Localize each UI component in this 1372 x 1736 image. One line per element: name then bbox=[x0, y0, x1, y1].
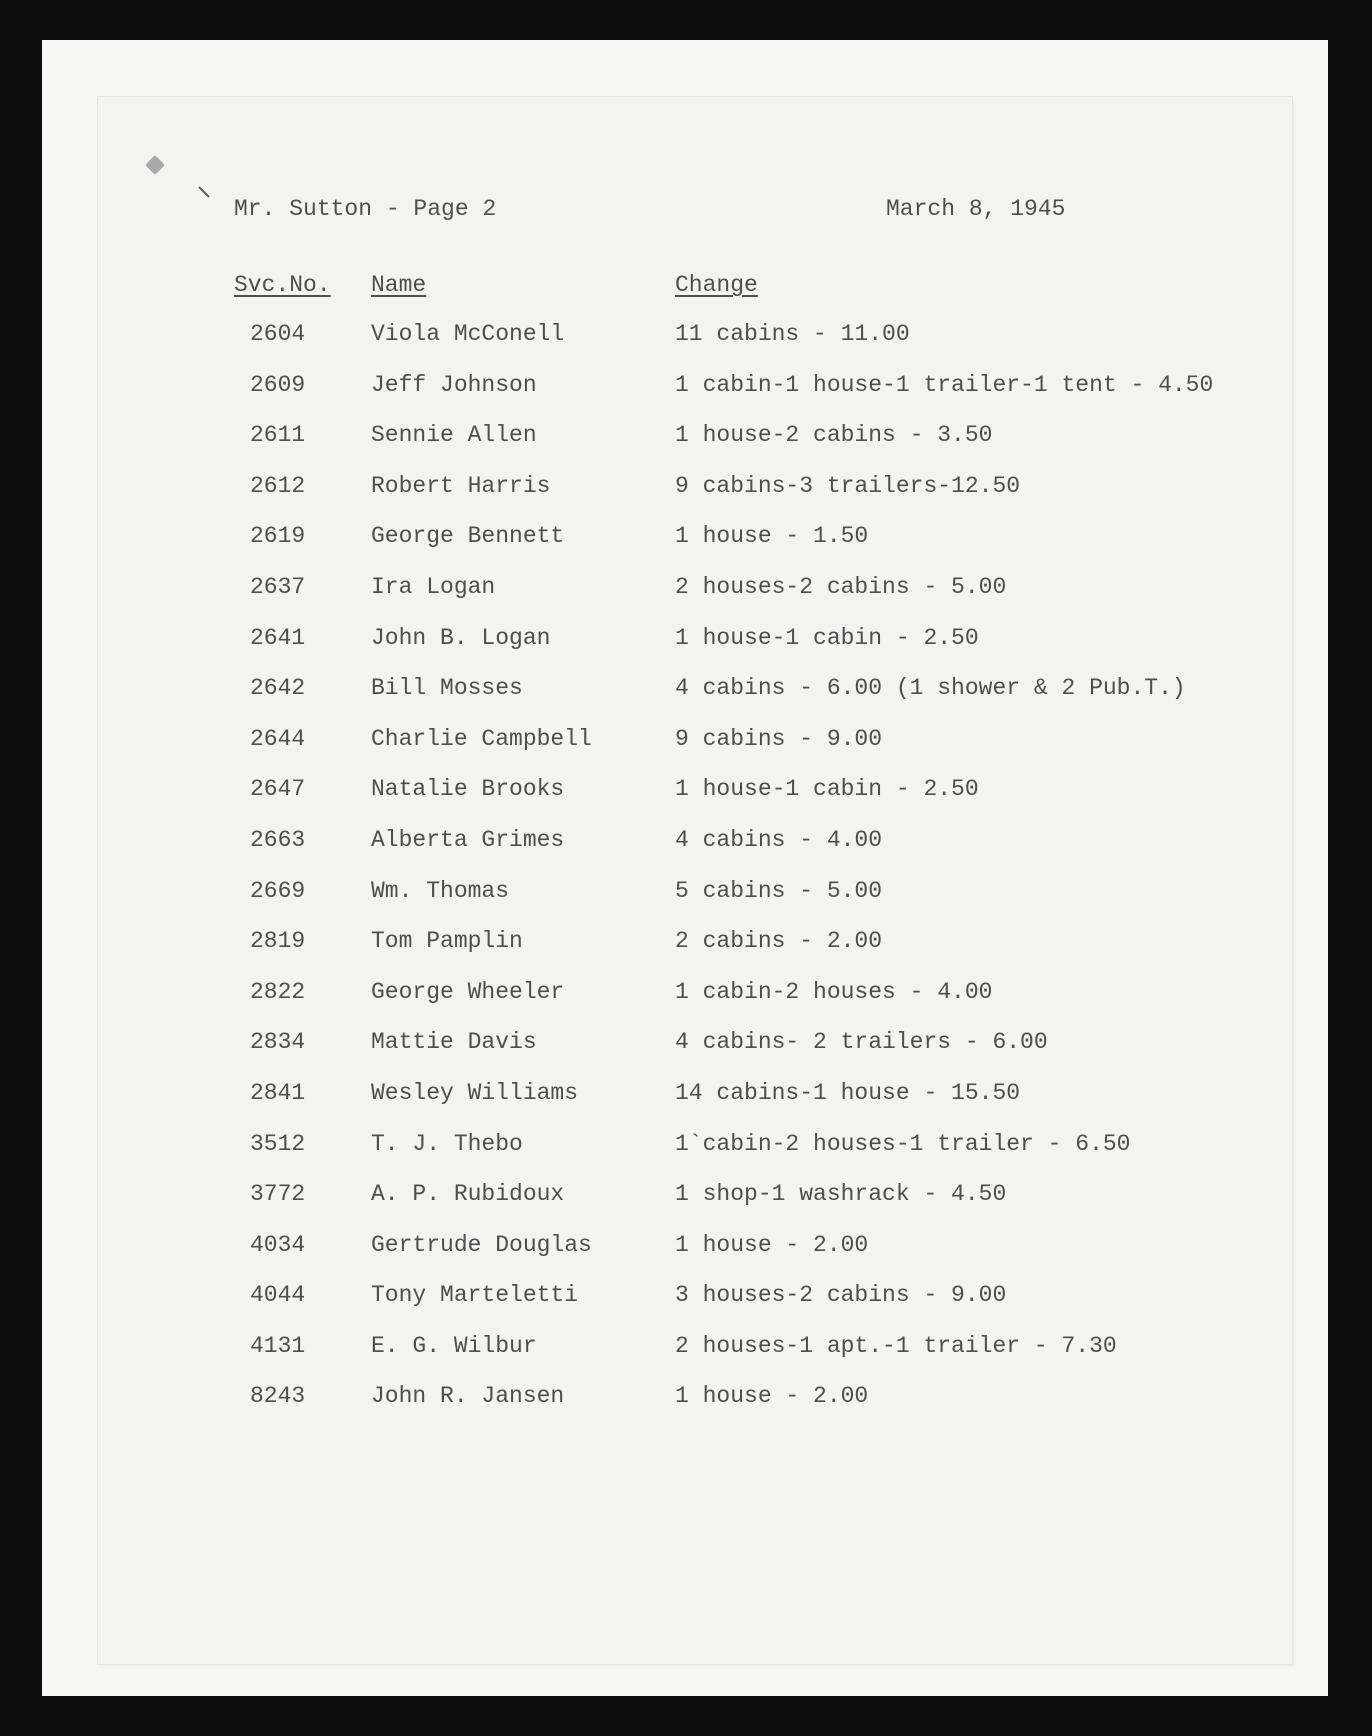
change-description: 4 cabins - 6.00 (1 shower & 2 Pub.T.) bbox=[675, 675, 1186, 702]
customer-name: E. G. Wilbur bbox=[371, 1332, 537, 1359]
change-description: 1 shop-1 washrack - 4.50 bbox=[675, 1181, 1007, 1208]
page-header-date: March 8, 1945 bbox=[886, 196, 1066, 222]
svc-number: 2612 bbox=[250, 472, 306, 499]
customer-name: Sennie Allen bbox=[371, 422, 537, 449]
customer-name: Mattie Davis bbox=[371, 1029, 537, 1056]
svc-number: 2834 bbox=[250, 1029, 306, 1056]
svc-number: 8243 bbox=[250, 1383, 306, 1410]
change-description: 2 houses-2 cabins - 5.00 bbox=[675, 573, 1007, 600]
svc-number: 2644 bbox=[250, 725, 306, 752]
customer-name: T. J. Thebo bbox=[371, 1130, 523, 1157]
svc-number: 4131 bbox=[250, 1332, 306, 1359]
svc-number: 4034 bbox=[250, 1231, 306, 1258]
customer-name: George Bennett bbox=[371, 523, 565, 550]
svc-number: 2647 bbox=[250, 776, 306, 803]
list-item bbox=[0, 1332, 1372, 1386]
service-change-list bbox=[0, 323, 1372, 1436]
list-item bbox=[0, 1079, 1372, 1133]
customer-name: Tom Pamplin bbox=[371, 928, 523, 955]
list-item bbox=[0, 1231, 1372, 1285]
change-description: 1 house - 2.00 bbox=[675, 1383, 869, 1410]
change-description: 5 cabins - 5.00 bbox=[675, 877, 883, 904]
change-description: 4 cabins- 2 trailers - 6.00 bbox=[675, 1029, 1048, 1056]
list-item bbox=[0, 826, 1372, 880]
change-description: 4 cabins - 4.00 bbox=[675, 826, 883, 853]
customer-name: Ira Logan bbox=[371, 573, 496, 600]
change-description: 14 cabins-1 house - 15.50 bbox=[675, 1079, 1021, 1106]
svc-number: 2841 bbox=[250, 1079, 306, 1106]
change-description: 1`cabin-2 houses-1 trailer - 6.50 bbox=[675, 1130, 1131, 1157]
list-item bbox=[0, 778, 1372, 829]
svc-number: 4044 bbox=[250, 1282, 306, 1309]
list-item bbox=[0, 1183, 1372, 1234]
change-description: 1 cabin-1 house-1 trailer-1 tent - 4.50 bbox=[675, 371, 1214, 398]
change-description: 3 houses-2 cabins - 9.00 bbox=[675, 1282, 1007, 1309]
svc-number: 3772 bbox=[250, 1181, 306, 1208]
svc-number: 2663 bbox=[250, 826, 306, 853]
customer-name: Gertrude Douglas bbox=[371, 1231, 592, 1258]
list-item bbox=[0, 1130, 1372, 1184]
list-item bbox=[0, 877, 1372, 931]
customer-name: Charlie Campbell bbox=[371, 725, 592, 752]
list-item bbox=[0, 1031, 1372, 1082]
customer-name: Natalie Brooks bbox=[371, 776, 565, 803]
svc-number: 3512 bbox=[250, 1130, 306, 1157]
svc-number: 2641 bbox=[250, 624, 306, 651]
customer-name: Wm. Thomas bbox=[371, 877, 510, 904]
svc-number: 2604 bbox=[250, 321, 306, 347]
list-item bbox=[0, 573, 1372, 627]
list-item bbox=[0, 472, 1372, 526]
list-item bbox=[0, 424, 1372, 475]
list-item bbox=[0, 978, 1372, 1032]
list-item bbox=[0, 930, 1372, 981]
svc-number: 2619 bbox=[250, 523, 306, 550]
customer-name: Wesley Williams bbox=[371, 1079, 579, 1106]
svc-number: 2609 bbox=[250, 371, 306, 398]
list-item bbox=[0, 1385, 1372, 1436]
customer-name: Robert Harris bbox=[371, 472, 551, 499]
svc-number: 2669 bbox=[250, 877, 306, 904]
change-description: 1 cabin-2 houses - 4.00 bbox=[675, 978, 993, 1005]
customer-name: Tony Marteletti bbox=[371, 1282, 579, 1309]
change-description: 1 house-1 cabin - 2.50 bbox=[675, 624, 979, 651]
change-description: 11 cabins - 11.00 bbox=[675, 321, 910, 347]
list-item bbox=[0, 725, 1372, 779]
change-description: 2 houses-1 apt.-1 trailer - 7.30 bbox=[675, 1332, 1117, 1359]
customer-name: John B. Logan bbox=[371, 624, 551, 651]
customer-name: Bill Mosses bbox=[371, 675, 523, 702]
list-item bbox=[0, 624, 1372, 678]
svc-number: 2637 bbox=[250, 573, 306, 600]
change-description: 1 house - 2.00 bbox=[675, 1231, 869, 1258]
svc-number: 2819 bbox=[250, 928, 306, 955]
column-header-name: Name bbox=[371, 272, 427, 298]
change-description: 1 house - 1.50 bbox=[675, 523, 869, 550]
list-item bbox=[0, 371, 1372, 425]
list-item bbox=[0, 525, 1372, 576]
change-description: 9 cabins-3 trailers-12.50 bbox=[675, 472, 1021, 499]
svc-number: 2611 bbox=[250, 422, 306, 449]
customer-name: Jeff Johnson bbox=[371, 371, 537, 398]
customer-name: Alberta Grimes bbox=[371, 826, 565, 853]
list-item bbox=[0, 323, 1372, 374]
customer-name: George Wheeler bbox=[371, 978, 565, 1005]
change-description: 9 cabins - 9.00 bbox=[675, 725, 883, 752]
column-header-svc-no: Svc.No. bbox=[234, 272, 331, 298]
column-header-change: Change bbox=[675, 272, 758, 298]
page-header-recipient: Mr. Sutton - Page 2 bbox=[234, 196, 497, 222]
list-item bbox=[0, 1284, 1372, 1335]
customer-name: A. P. Rubidoux bbox=[371, 1181, 565, 1208]
customer-name: Viola McConell bbox=[371, 321, 565, 347]
list-item bbox=[0, 677, 1372, 728]
change-description: 1 house-2 cabins - 3.50 bbox=[675, 422, 993, 449]
svc-number: 2822 bbox=[250, 978, 306, 1005]
customer-name: John R. Jansen bbox=[371, 1383, 565, 1410]
change-description: 1 house-1 cabin - 2.50 bbox=[675, 776, 979, 803]
svc-number: 2642 bbox=[250, 675, 306, 702]
change-description: 2 cabins - 2.00 bbox=[675, 928, 883, 955]
